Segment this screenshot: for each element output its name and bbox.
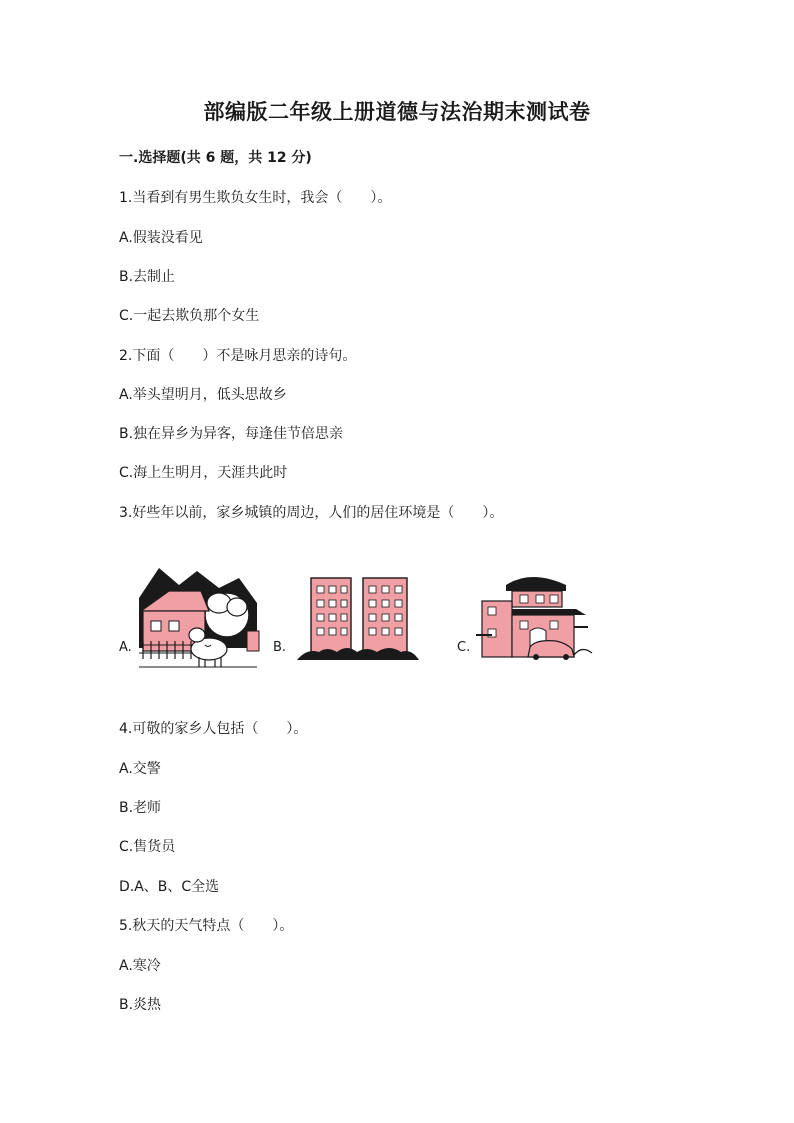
villa-with-car-picture (476, 571, 594, 661)
question-4-stem: 4.可敬的家乡人包括（ ）。 (119, 721, 308, 737)
question-5-stem: 5.秋天的天气特点（ ）。 (119, 918, 294, 934)
question-4-option-b[interactable]: B.老师 (119, 800, 162, 816)
page-title: 部编版二年级上册道德与法治期末测试卷 (203, 99, 591, 124)
question-2-option-c[interactable]: C.海上生明月，天涯共此时 (119, 465, 288, 481)
question-2-stem: 2.下面（ ）不是咏月思亲的诗句。 (119, 348, 357, 364)
section-heading: 一.选择题(共 6 题，共 12 分) (119, 150, 312, 166)
question-3-label-b[interactable]: B. (273, 640, 287, 655)
apartment-towers-picture (297, 576, 421, 662)
question-1-option-a[interactable]: A.假装没看见 (119, 230, 203, 246)
question-5-option-b[interactable]: B.炎热 (119, 997, 162, 1013)
question-3-label-c[interactable]: C. (457, 640, 471, 655)
question-1-option-b[interactable]: B.去制止 (119, 269, 176, 285)
question-2-option-a[interactable]: A.举头望明月，低头思故乡 (119, 387, 287, 403)
question-2-option-b[interactable]: B.独在异乡为异客，每逢佳节倍思亲 (119, 426, 344, 442)
question-4-option-a[interactable]: A.交警 (119, 761, 161, 777)
question-3-stem: 3.好些年以前，家乡城镇的周边，人们的居住环境是（ ）。 (119, 505, 504, 521)
question-1-stem: 1.当看到有男生欺负女生时，我会（ ）。 (119, 190, 392, 206)
question-1-option-c[interactable]: C.一起去欺负那个女生 (119, 308, 260, 324)
question-5-option-a[interactable]: A.寒冷 (119, 958, 161, 974)
question-4-option-d[interactable]: D.A、B、C全选 (119, 879, 220, 895)
question-4-option-c[interactable]: C.售货员 (119, 839, 176, 855)
question-3-label-a[interactable]: A. (119, 640, 132, 655)
village-house-cow-picture (139, 563, 259, 669)
